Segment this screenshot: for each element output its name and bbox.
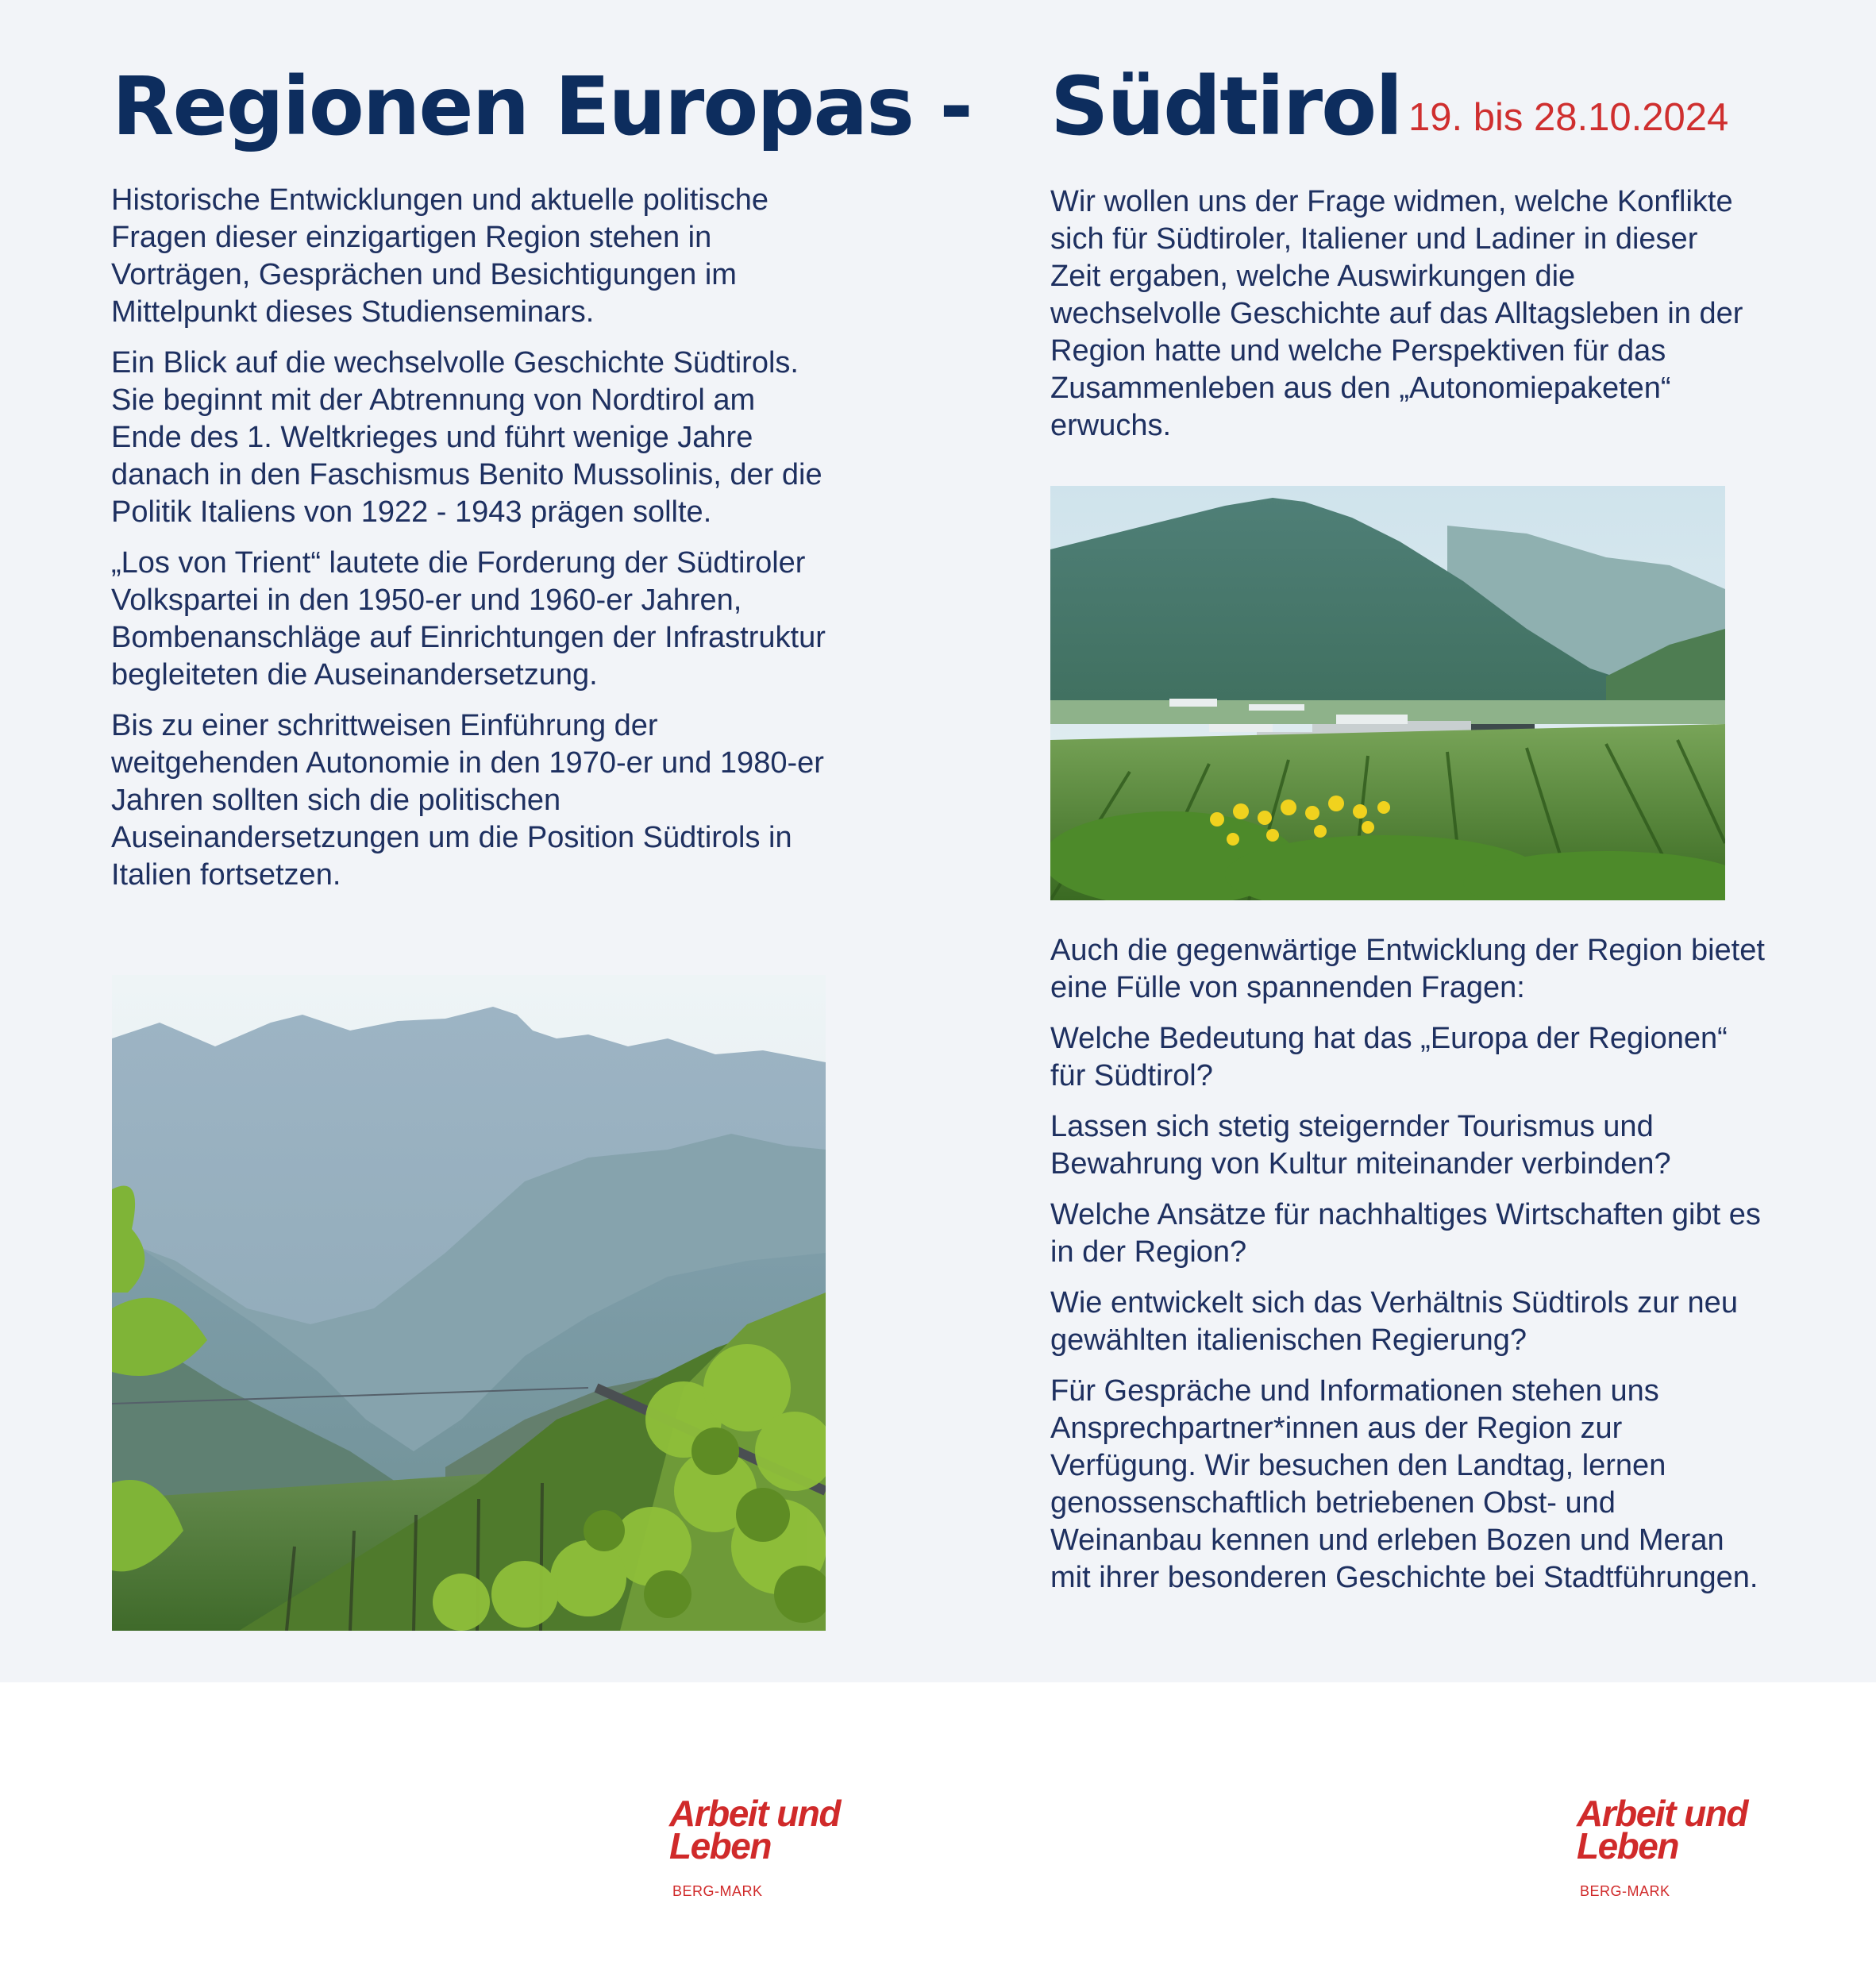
left-paragraph-3: „Los von Trient“ lautete die Forderung der Südtiroler Volkspartei in den 1950-er und 1960-er Jahren, Bombenanschläge auf Einrichtungen der Infrastruktur begleiteten die Auseinandersetzung.: [111, 546, 826, 692]
right-column-intro: [1050, 183, 1749, 458]
page-title-right: Südtirol: [1050, 60, 1402, 154]
logo-subtitle: BERG-MARK: [1580, 1883, 1670, 1899]
page-title-left: Regionen Europas -: [112, 60, 972, 154]
logo-line-2: Leben: [669, 1825, 771, 1867]
right-column-questions: [1050, 932, 1765, 1610]
right-question-3: Lassen sich stetig steigernder Tourismus und Bewahrung von Kultur miteinander verbinden?: [1050, 1110, 1671, 1181]
arbeit-und-leben-logo-right: [1577, 1793, 1783, 1917]
right-question-1: Auch die gegenwärtige Entwicklung der Region bietet eine Fülle von spannenden Fragen:: [1050, 934, 1765, 1004]
logo-line-1: Arbeit und: [669, 1793, 840, 1834]
right-intro-paragraph: Wir wollen uns der Frage widmen, welche Konflikte sich für Südtiroler, Italiener und Ladiner in dieser Zeit ergaben, welche Auswirkungen die wechselvolle Geschichte auf das Alltagsleben in der Region hatte und welche Perspektiven für das Zusammenleben aus den „Autonomiepaketen“ erwuchs.: [1050, 185, 1743, 442]
left-paragraph-4: Bis zu einer schrittweisen Einführung der weitgehenden Autonomie in den 1970-er und 1980-er Jahren sollten sich die politischen Auseinandersetzungen um die Position Südtirols in Italien fortsetzen.: [111, 709, 824, 892]
arbeit-und-leben-logo-left: [669, 1793, 876, 1917]
logo-subtitle: BERG-MARK: [672, 1883, 763, 1899]
right-question-5: Wie entwickelt sich das Verhältnis Südtirols zur neu gewählten italienischen Regierung?: [1050, 1286, 1738, 1357]
right-question-2: Welche Bedeutung hat das „Europa der Regionen“ für Südtirol?: [1050, 1022, 1728, 1092]
mountain-vineyard-photo: [112, 975, 826, 1631]
logo-line-1: Arbeit und: [1577, 1793, 1747, 1834]
right-question-4: Welche Ansätze für nachhaltiges Wirtschaften gibt es in der Region?: [1050, 1198, 1761, 1269]
logo-line-2: Leben: [1577, 1825, 1678, 1867]
left-paragraph-2: Ein Blick auf die wechselvolle Geschichte Südtirols. Sie beginnt mit der Abtrennung von Nordtirol am Ende des 1. Weltkrieges und führt wenige Jahre danach in den Faschismus Benito Mussolinis, der die Politik Italiens von 1922 - 1943 prägen sollte.: [111, 346, 822, 529]
left-paragraph-1: Historische Entwicklungen und aktuelle politische Fragen dieser einzigartigen Region stehen in Vorträgen, Gesprächen und Besichtigungen im Mittelpunkt dieses Studienseminars.: [111, 183, 769, 329]
right-closing-paragraph: Für Gespräche und Informationen stehen uns Ansprechpartner*innen aus der Region zur Verfügung. Wir besuchen den Landtag, lernen genossenschaftlich betriebenen Obst- und Weinanbau kennen und erleben Bozen und Meran mit ihrer besonderen Geschichte bei Stadtführungen.: [1050, 1374, 1759, 1594]
valley-orchard-photo: [1050, 486, 1725, 900]
left-column: [111, 182, 826, 907]
date-range: 19. bis 28.10.2024: [1408, 96, 1729, 139]
